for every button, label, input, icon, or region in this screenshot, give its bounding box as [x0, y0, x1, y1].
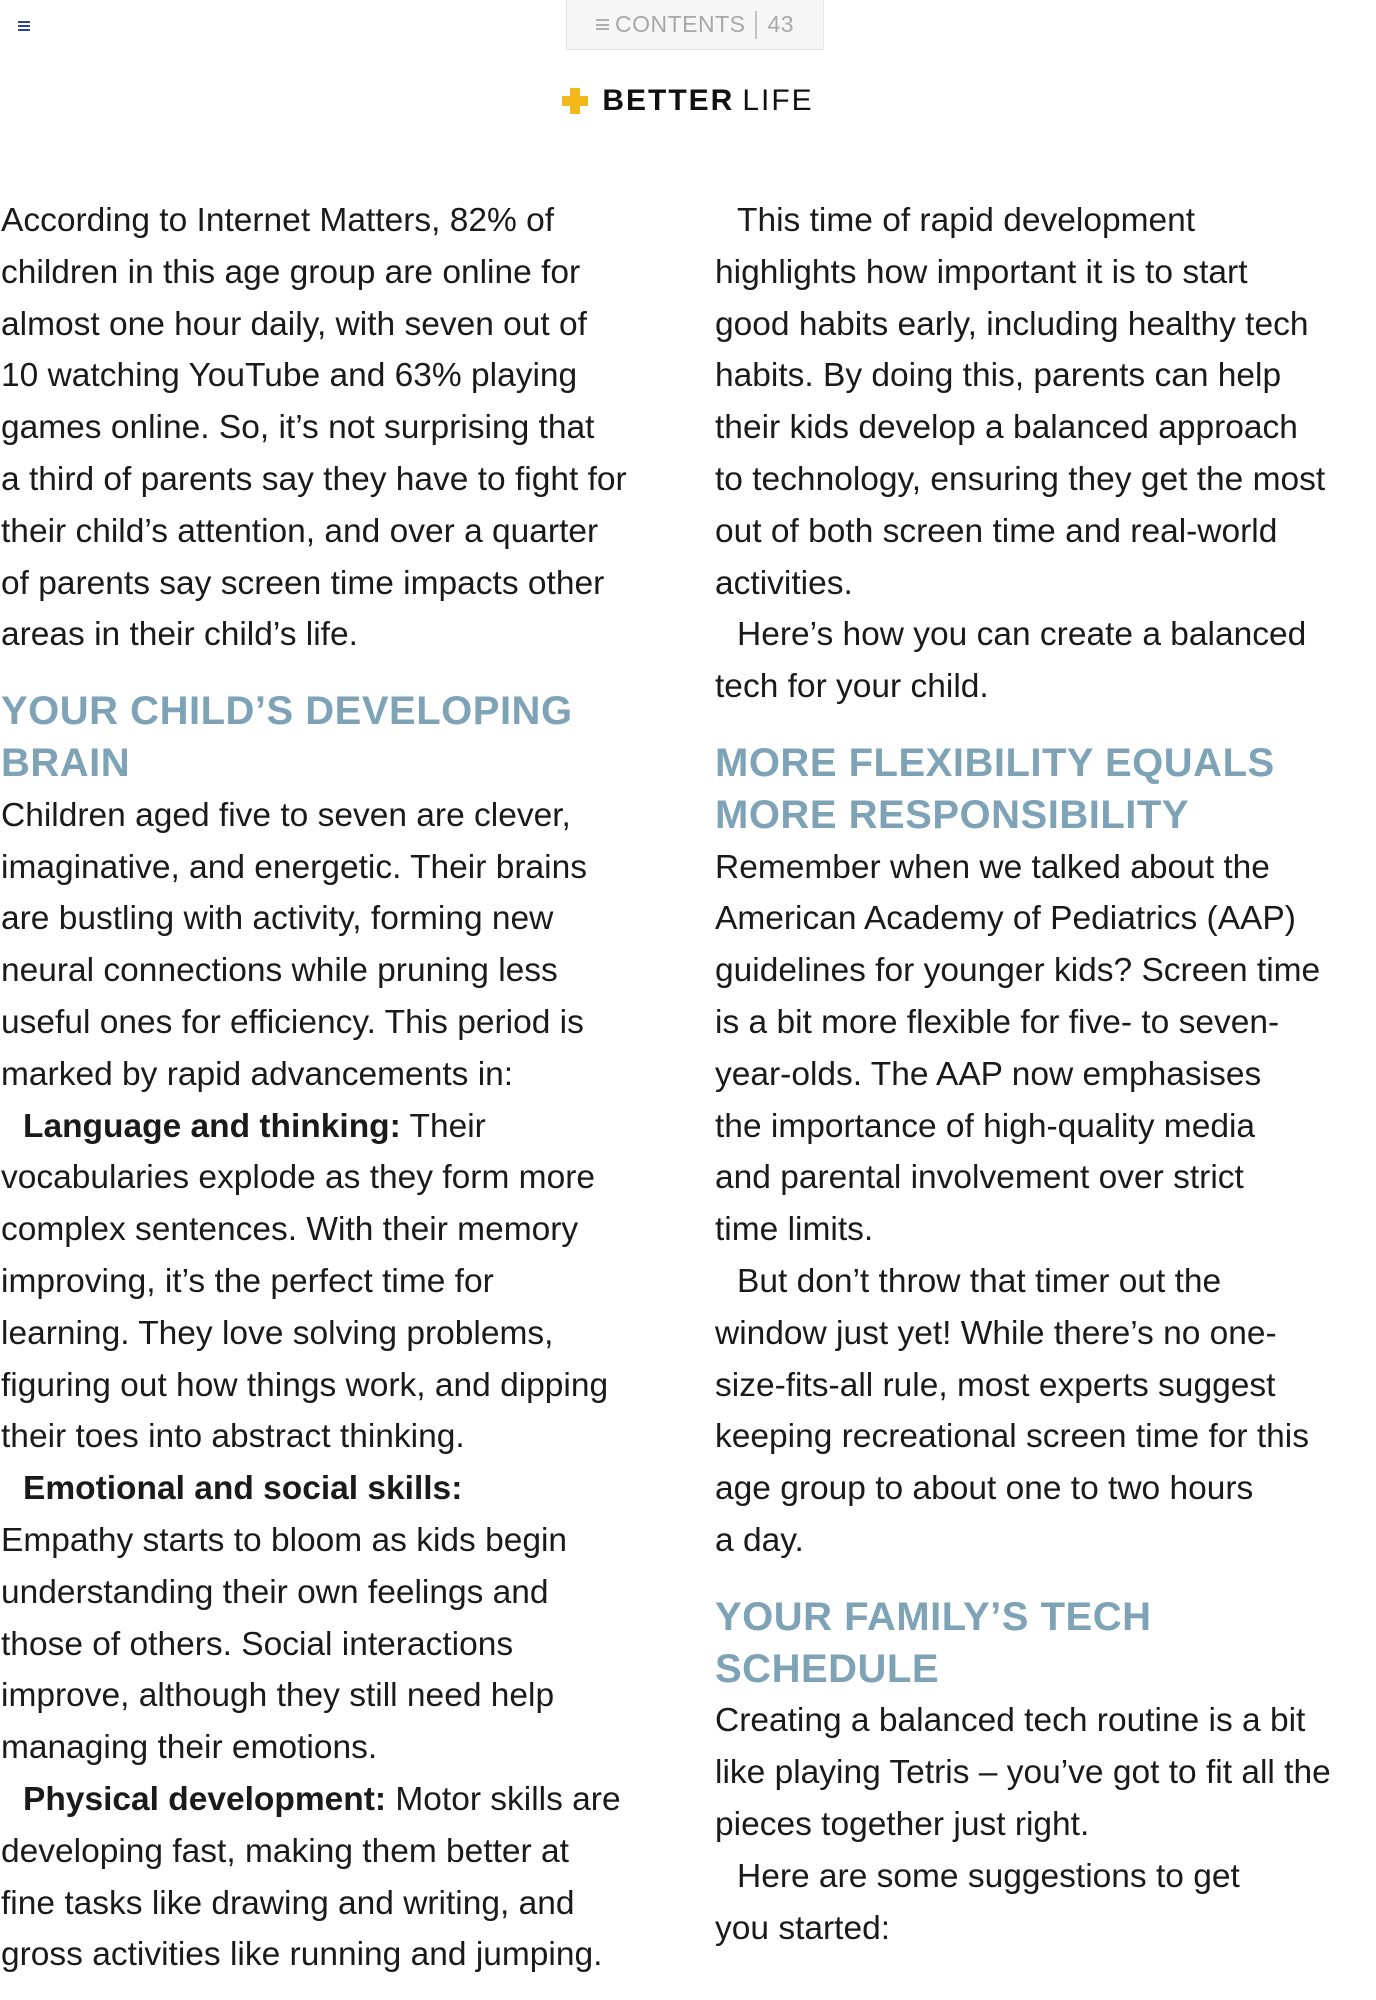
text-line: keeping recreational screen time for this [715, 1418, 1309, 1456]
language-paragraph [1, 1101, 681, 1464]
intro-paragraph [1, 195, 681, 661]
text-line [1, 1463, 681, 1515]
text-line: tech for your child. [715, 668, 989, 706]
text-line: guidelines for younger kids? Screen time [715, 952, 1321, 990]
cross-icon [562, 88, 588, 114]
physical-paragraph [1, 1774, 681, 1981]
text-line: is a bit more flexible for five- to seven- [715, 1003, 1280, 1041]
text-line: But don’t throw that timer out the [737, 1262, 1222, 1300]
text-line: their child’s attention, and over a quarter [1, 512, 599, 550]
suggestions-paragraph [715, 1851, 1375, 1955]
text-line: children in this age group are online for [1, 253, 581, 291]
heading-line: YOUR FAMILY’S TECH [715, 1594, 1152, 1639]
text-line: gross activities like running and jumping. [1, 1936, 603, 1974]
brand-light: LIFE [742, 84, 814, 117]
text-line: Here are some suggestions to get [737, 1857, 1240, 1895]
text-line: age group to about one to two hours [715, 1470, 1254, 1508]
text-line: useful ones for efficiency. This period is [1, 1003, 584, 1041]
text-line: managing their emotions. [1, 1729, 378, 1767]
text-line: out of both screen time and real-world [715, 512, 1278, 550]
development-paragraph [715, 195, 1375, 609]
text-line: learning. They love solving problems, [1, 1314, 554, 1352]
text-line: improve, although they still need help [1, 1677, 555, 1715]
text-line: games online. So, it’s not surprising that [1, 409, 595, 447]
text-line [1, 1774, 681, 1826]
text-line: their kids develop a balanced approach [715, 409, 1298, 447]
text-line: Creating a balanced tech routine is a bit [715, 1702, 1306, 1740]
text-line: 10 watching YouTube and 63% playing [1, 357, 578, 395]
text-line: almost one hour daily, with seven out of [1, 305, 587, 343]
contents-label: CONTENTS [614, 11, 746, 37]
text-line: to technology, ensuring they get the most [715, 460, 1326, 498]
text-line: imaginative, and energetic. Their brains [1, 848, 587, 886]
text-line: According to Internet Matters, 82% of [1, 202, 555, 239]
text-line: neural connections while pruning less [1, 952, 558, 990]
heading-line: SCHEDULE [715, 1646, 940, 1691]
page-number: 43 [767, 11, 795, 37]
text-line: figuring out how things work, and dipping [1, 1366, 609, 1404]
emotional-paragraph [1, 1463, 681, 1774]
text-line: activities. [715, 564, 853, 602]
text-line: like playing Tetris – you’ve got to fit all the [715, 1754, 1331, 1792]
section-heading-tech-schedule [715, 1592, 1375, 1696]
text-line: highlights how important it is to start [715, 253, 1248, 291]
bold-lead: Emotional and social skills: [23, 1470, 463, 1508]
bold-lead: Language and thinking: [23, 1107, 401, 1145]
text-line: year-olds. The AAP now emphasises [715, 1055, 1262, 1093]
text-line: vocabularies explode as they form more [1, 1159, 595, 1197]
text-line: their toes into abstract thinking. [1, 1418, 465, 1456]
menu-icon[interactable] [18, 21, 30, 31]
text-line: time limits. [715, 1211, 874, 1249]
text-line: fine tasks like drawing and writing, and [1, 1884, 575, 1922]
text-line: improving, it’s the perfect time for [1, 1262, 494, 1300]
text-line: complex sentences. With their memory [1, 1211, 579, 1249]
timer-paragraph [715, 1256, 1375, 1567]
heading-line: YOUR CHILD’S DEVELOPING [1, 689, 573, 734]
text-line: good habits early, including healthy tech [715, 305, 1309, 343]
text-line: areas in their child’s life. [1, 616, 358, 654]
text-line: American Academy of Pediatrics (AAP) [715, 900, 1296, 938]
text-line: developing fast, making them better at [1, 1832, 569, 1870]
heading-line: MORE FLEXIBILITY EQUALS [715, 740, 1275, 785]
text-line: you started: [715, 1909, 891, 1947]
left-column [1, 195, 681, 1981]
text-line: a third of parents say they have to fight for [1, 460, 627, 498]
text-line: This time of rapid development [737, 202, 1196, 239]
section-brand [0, 84, 1376, 118]
bold-lead: Physical development: [23, 1780, 387, 1818]
aap-paragraph [715, 842, 1375, 1256]
text-line: those of others. Social interactions [1, 1625, 514, 1663]
balanced-tech-paragraph [715, 609, 1375, 713]
text-line: are bustling with activity, forming new [1, 900, 554, 938]
section-heading-developing-brain [1, 686, 681, 790]
heading-line: BRAIN [1, 740, 131, 785]
text-line: pieces together just right. [715, 1805, 1090, 1843]
text-line [1, 1101, 681, 1153]
text-line: habits. By doing this, parents can help [715, 357, 1282, 395]
text-line: the importance of high-quality media [715, 1107, 1256, 1145]
section-heading-flexibility [715, 738, 1375, 842]
text-line: Remember when we talked about the [715, 848, 1270, 886]
text-line: Children aged five to seven are clever, [1, 796, 571, 834]
text-run: Motor skills are [386, 1780, 621, 1818]
brain-paragraph [1, 790, 681, 1101]
brand-bold: BETTER [602, 84, 735, 117]
contents-button[interactable] [566, 0, 824, 50]
list-icon [596, 19, 609, 30]
text-line: Empathy starts to bloom as kids begin [1, 1521, 568, 1559]
text-line: a day. [715, 1521, 804, 1559]
text-line: size-fits-all rule, most experts suggest [715, 1366, 1276, 1404]
text-line: marked by rapid advancements in: [1, 1055, 514, 1093]
text-line: of parents say screen time impacts other [1, 564, 605, 602]
text-line: understanding their own feelings and [1, 1573, 549, 1611]
text-line: window just yet! While there’s no one- [715, 1314, 1277, 1352]
right-column [715, 195, 1375, 1954]
tetris-paragraph [715, 1695, 1375, 1850]
text-line: and parental involvement over strict [715, 1159, 1244, 1197]
text-run: Their [400, 1107, 486, 1145]
heading-line: MORE RESPONSIBILITY [715, 792, 1189, 837]
text-line: Here’s how you can create a balanced [737, 616, 1307, 654]
divider [755, 11, 757, 39]
